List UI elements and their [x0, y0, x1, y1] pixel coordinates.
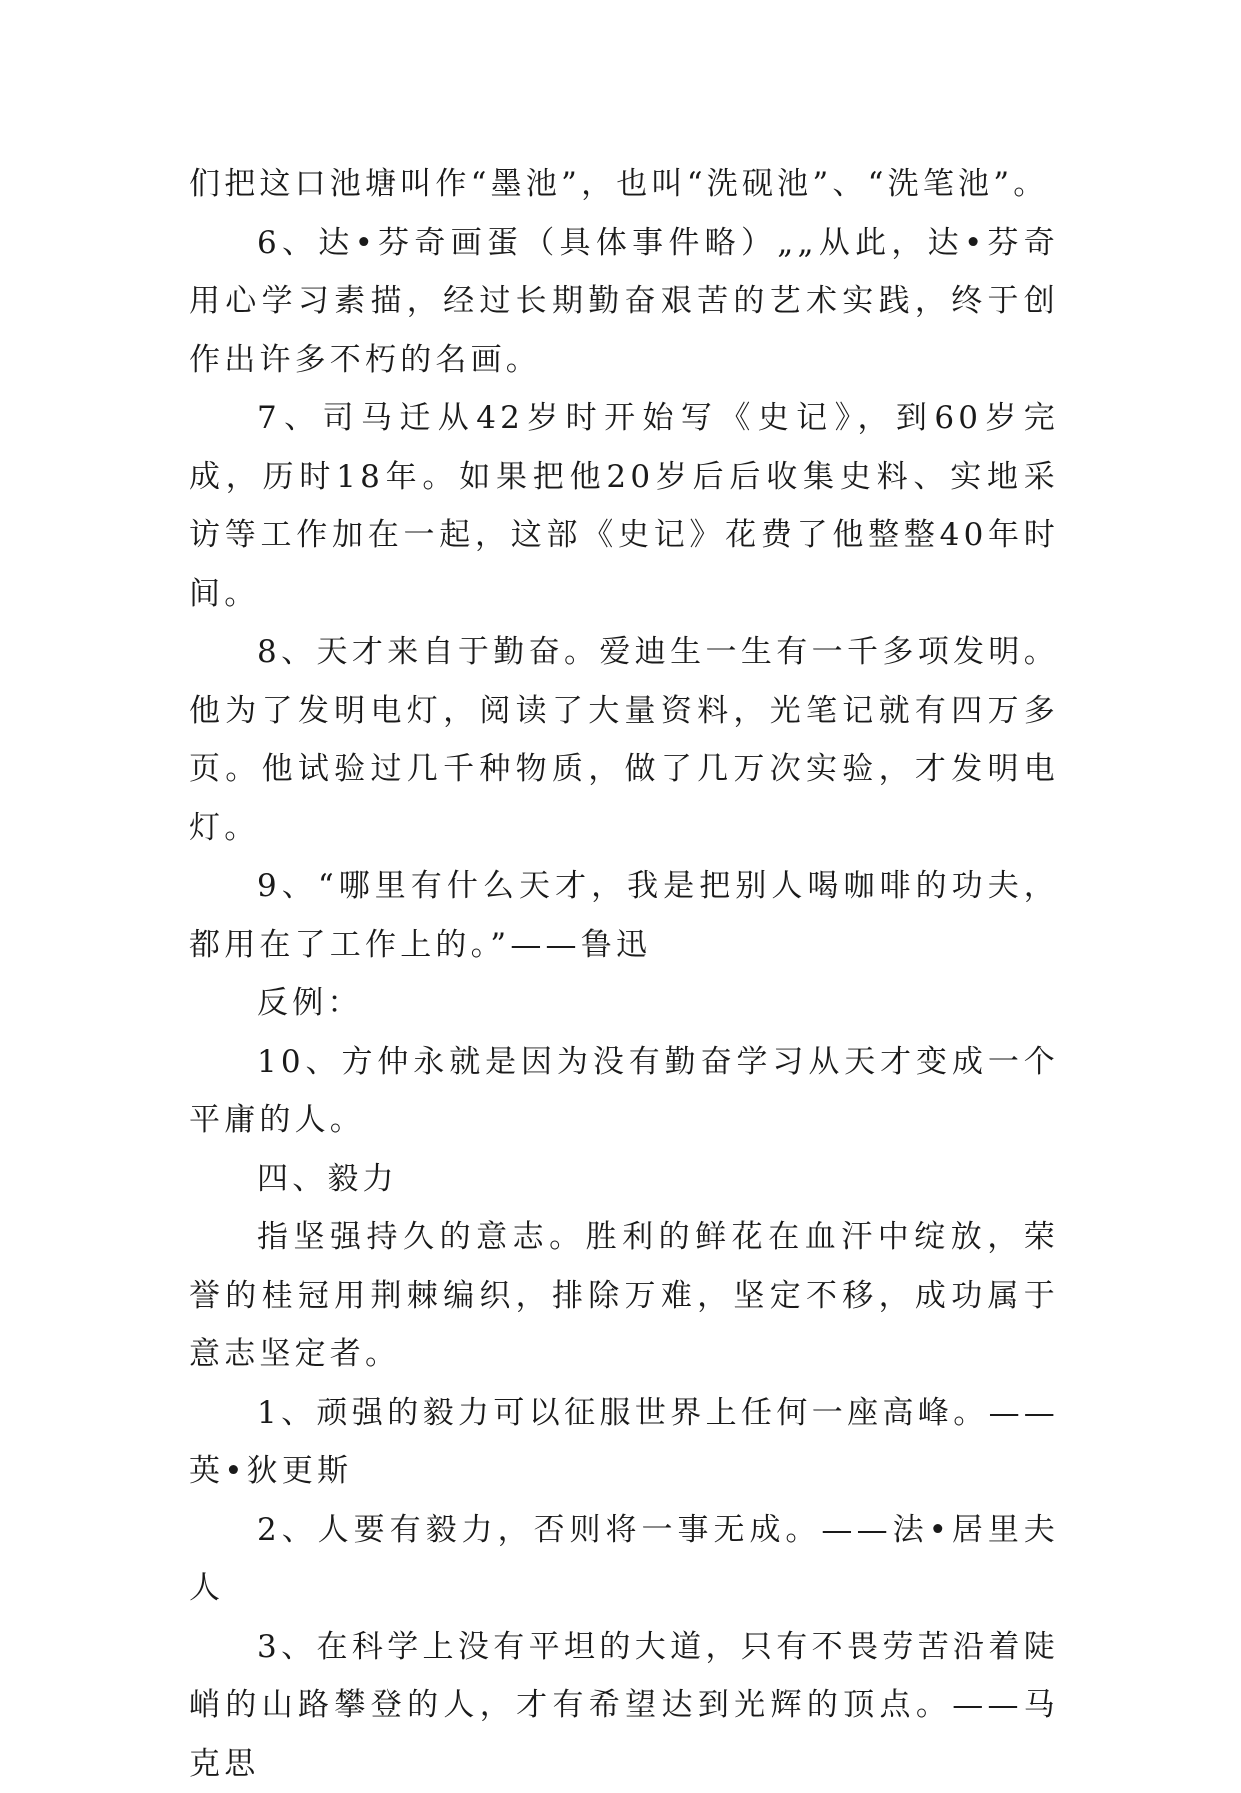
quote-item-3: 3、在科学上没有平坦的大道，只有不畏劳苦沿着陡峭的山路攀登的人，才有希望达到光辉的顶点。——马克思: [189, 1618, 1059, 1793]
paragraph-item-6: 6、达•芬奇画蛋（具体事件略）„„从此，达•芬奇用心学习素描，经过长期勤奋艰苦的艺术实践，终于创作出许多不朽的名画。: [189, 214, 1059, 390]
quote-item-2: 2、人要有毅力，否则将一事无成。——法•居里夫人: [189, 1501, 1059, 1618]
paragraph-item-9: 9、“哪里有什么天才，我是把别人喝咖啡的功夫，都用在了工作上的。”——鲁迅: [189, 857, 1059, 974]
paragraph-counterexample-heading: 反例：: [189, 974, 1059, 1033]
paragraph-continuation: 们把这口池塘叫作“墨池”，也叫“洗砚池”、“洗笔池”。: [189, 155, 1059, 214]
paragraph-item-10: 10、方仲永就是因为没有勤奋学习从天才变成一个平庸的人。: [189, 1033, 1059, 1150]
paragraph-definition: 指坚强持久的意志。胜利的鲜花在血汗中绽放，荣誉的桂冠用荆棘编织，排除万难，坚定不移，成功属于意志坚定者。: [189, 1208, 1059, 1384]
section-heading-perseverance: 四、毅力: [189, 1150, 1059, 1209]
paragraph-item-8: 8、天才来自于勤奋。爱迪生一生有一千多项发明。他为了发明电灯，阅读了大量资料，光笔记就有四万多页。他试验过几千种物质，做了几万次实验，才发明电灯。: [189, 623, 1059, 857]
paragraph-item-7: 7、司马迁从42岁时开始写《史记》，到60岁完成，历时18年。如果把他20岁后后收集史料、实地采访等工作加在一起，这部《史记》花费了他整整40年时间。: [189, 389, 1059, 623]
document-body: [189, 155, 1059, 1793]
quote-item-1: 1、顽强的毅力可以征服世界上任何一座高峰。——英•狄更斯: [189, 1384, 1059, 1501]
